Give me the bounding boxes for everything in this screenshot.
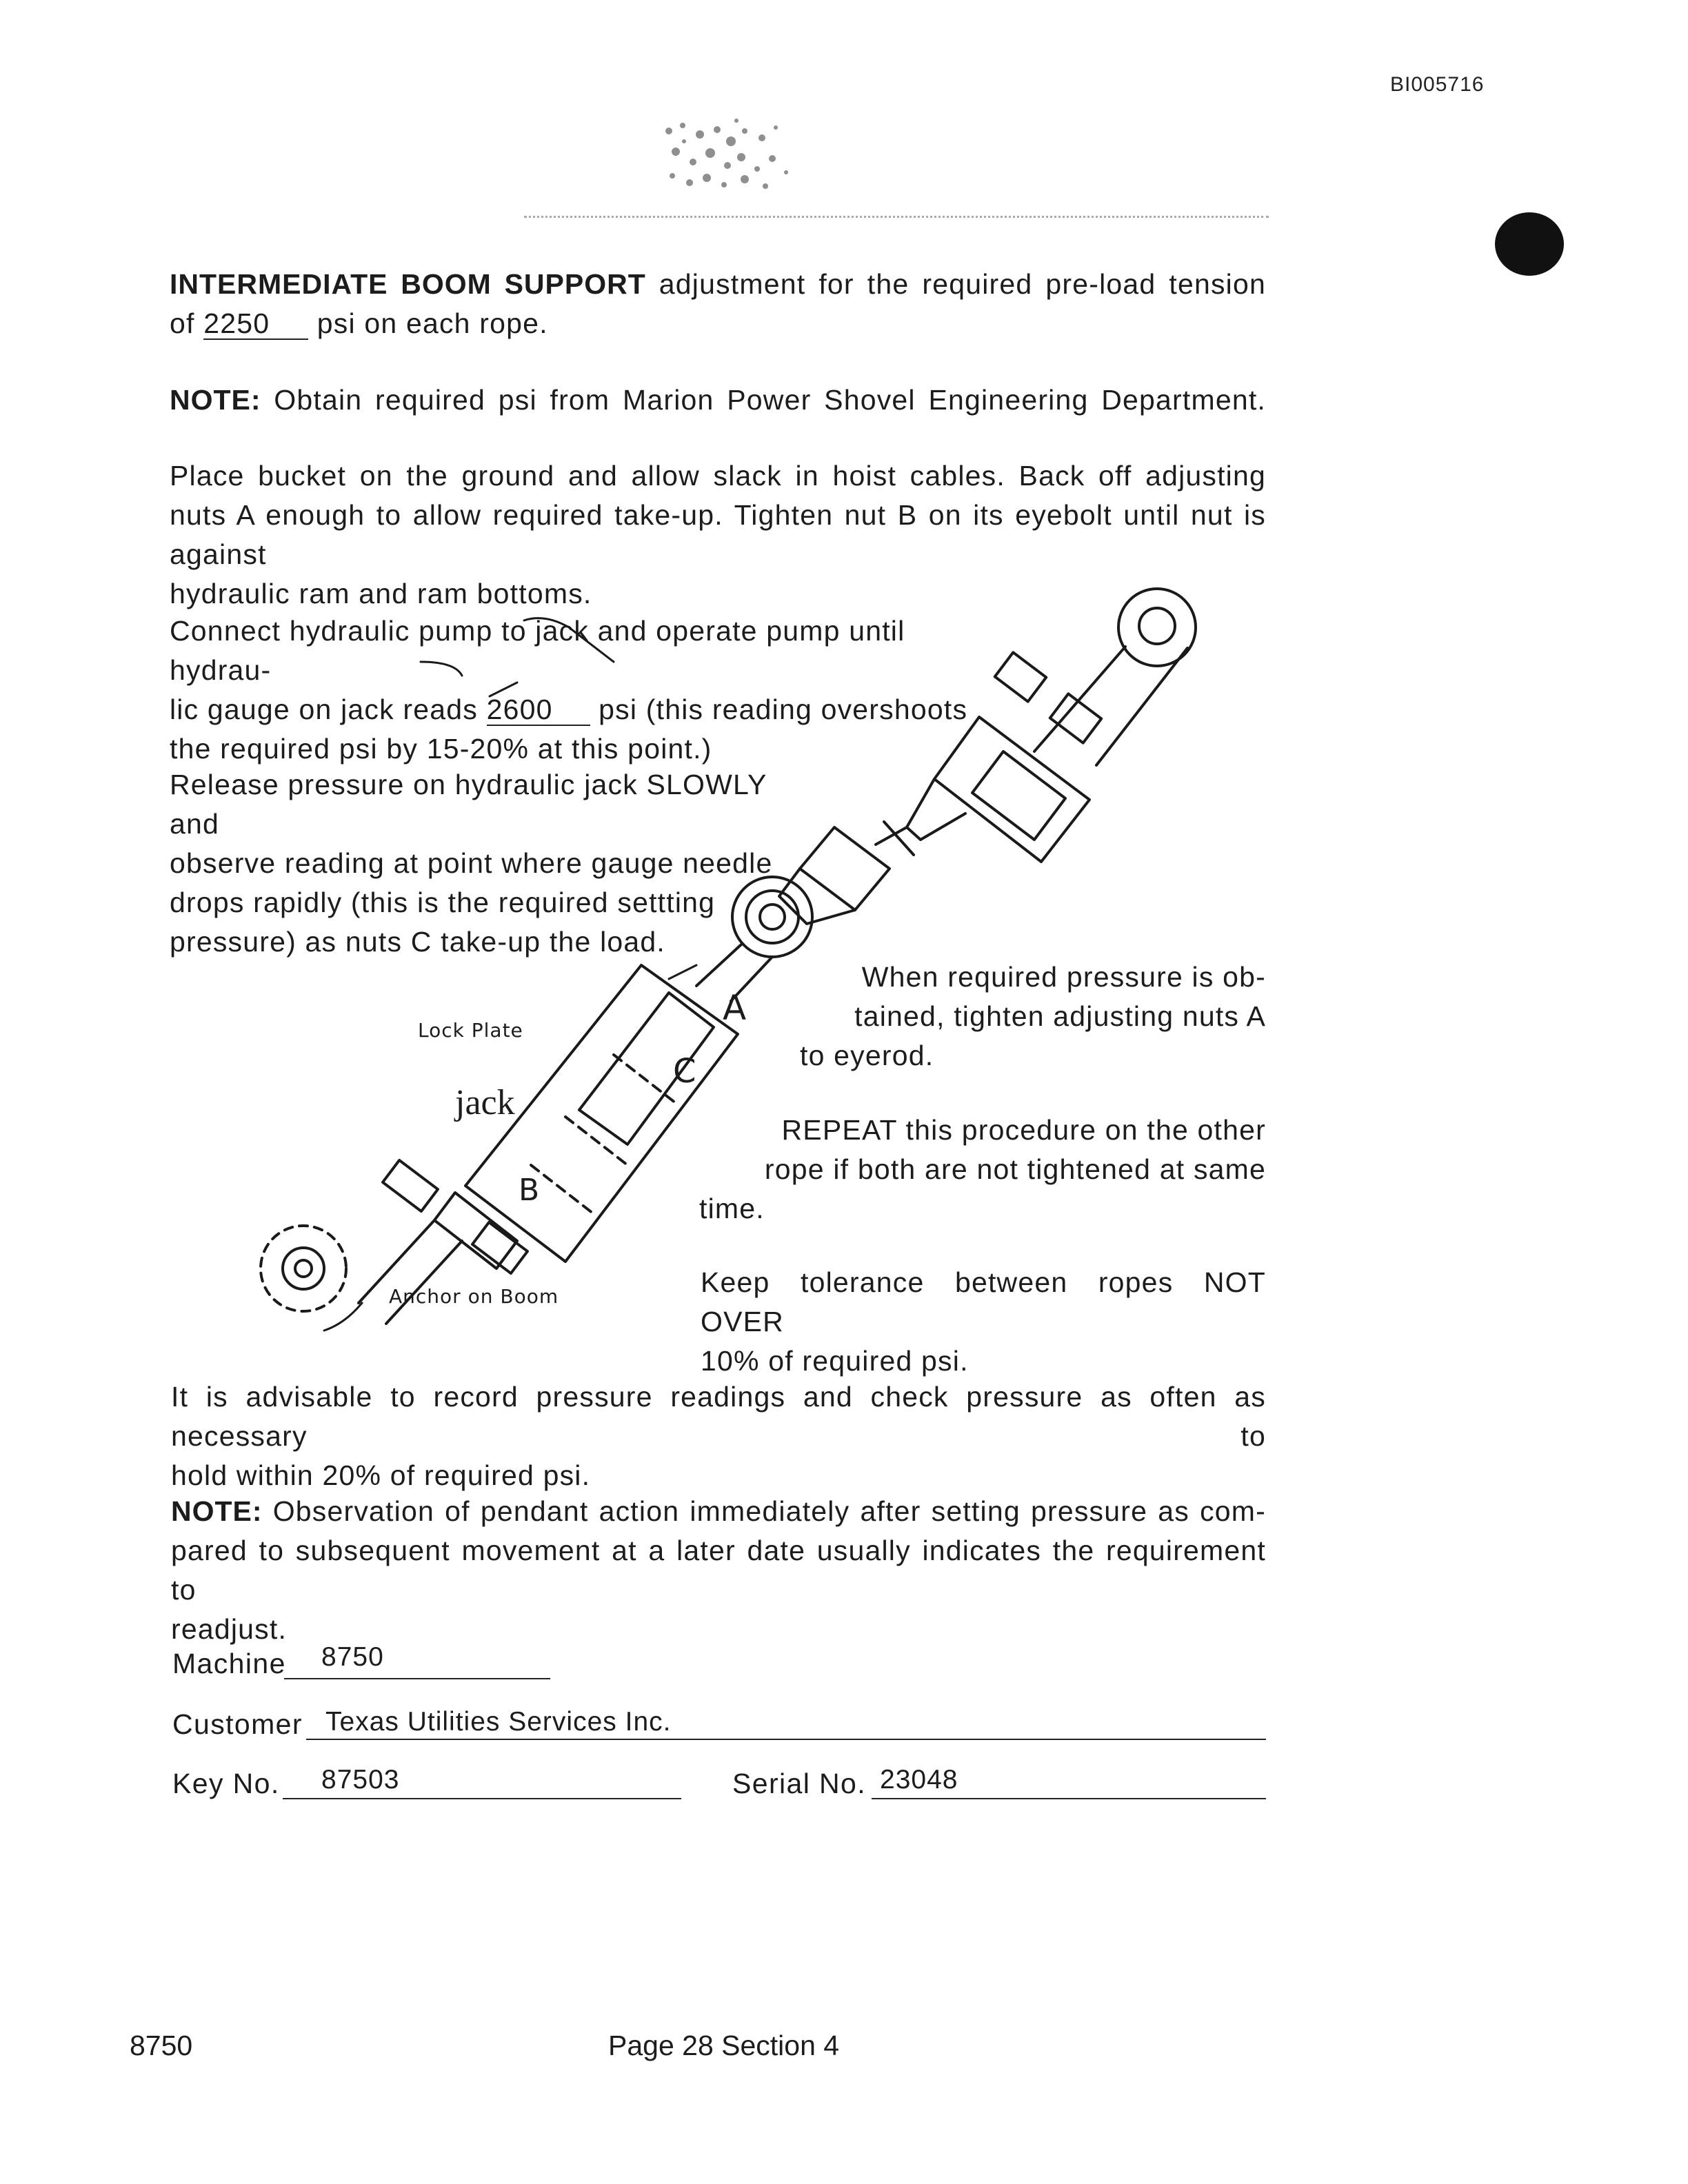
label-lock-plate: Lock Plate [418, 1019, 523, 1042]
footer-machine-number: 8750 [130, 2030, 193, 2061]
keep-line-1: Keep tolerance between ropes NOT OVER [701, 1266, 1266, 1337]
customer-label: Customer [172, 1708, 303, 1740]
label-a: A [723, 988, 747, 1028]
intro-text-b-prefix: of [170, 307, 195, 339]
note-2-line-1: Observation of pendant action immediately after setting pressure as com- [272, 1495, 1267, 1527]
top-eye-inner [1139, 608, 1175, 644]
machine-underline [284, 1678, 550, 1679]
middle-link [800, 827, 890, 910]
release-line-1: Release pressure on hydraulic jack SLOWLY and [170, 769, 767, 840]
connect-line-2-suffix: psi (this reading overshoots [599, 694, 968, 725]
connect-line-1: Connect hydraulic pump to jack and operate pump until hydrau- [170, 615, 905, 686]
key-no-value: 87503 [321, 1765, 400, 1794]
serial-no-label: Serial No. [732, 1768, 867, 1799]
advisable-paragraph [171, 1377, 1266, 1495]
clevis-block [934, 717, 1089, 862]
key-no-underline [283, 1798, 681, 1799]
note-1-text: Obtain required psi from Marion Power Shovel Engineering Department. [274, 384, 1267, 416]
place-line-2: enough to allow required take-up. Tighten nut B on its eyebolt until nut is against [170, 499, 1266, 570]
note-2 [171, 1492, 1266, 1649]
intro-paragraph [170, 265, 1266, 343]
clevis-tip [907, 779, 965, 840]
when-line-2: tained, tighten adjusting nuts A [854, 1000, 1266, 1032]
note-1-label: NOTE: [170, 384, 261, 416]
release-line-2: observe reading at point where gauge needle [170, 847, 773, 879]
place-line-1: Place bucket on the ground and allow slack in hoist cables. Back off adjusting nuts A [170, 460, 1266, 531]
keep-line-2: 10% of required psi. [701, 1345, 969, 1377]
advisable-line-2: hold within 20% of required psi. [171, 1459, 591, 1491]
label-jack: jack [455, 1083, 515, 1122]
repeat-paragraph [699, 1111, 1266, 1228]
scan-stamp-artifact [641, 110, 821, 207]
machine-label: Machine [172, 1648, 286, 1679]
note-2-line-3: readjust. [171, 1613, 288, 1645]
note-1 [170, 381, 1266, 420]
release-line-3: drops rapidly (this is the required settting [170, 887, 716, 918]
key-no-label: Key No. [172, 1768, 280, 1799]
anchor-eye-outer [261, 1226, 346, 1311]
footer-page-section: Page 28 Section 4 [608, 2030, 840, 2061]
advisable-line-1: It is advisable to record pressure readings and check pressure as often as necessary to [171, 1381, 1266, 1452]
note-2-label: NOTE: [171, 1495, 263, 1527]
when-paragraph [793, 958, 1266, 1075]
repeat-line-1: REPEAT this procedure on the other [781, 1114, 1266, 1146]
when-line-1: When required pressure is ob- [861, 961, 1266, 993]
serial-no-underline [872, 1798, 1266, 1799]
gauge-psi-value: 2600 [487, 694, 590, 726]
connect-line-3: the required psi by 15-20% at this point.) [170, 733, 712, 765]
customer-value: Texas Utilities Services Inc. [325, 1707, 672, 1737]
label-b: B [519, 1173, 540, 1208]
when-line-3: to eyerod. [800, 1040, 934, 1071]
serial-no-value: 23048 [880, 1765, 958, 1794]
note-2-line-2: pared to subsequent movement at a later date usually indicates the requirement to [171, 1535, 1266, 1606]
repeat-line-3: time. [699, 1193, 765, 1224]
machine-value: 8750 [321, 1642, 384, 1672]
hole-punch-mark [1495, 212, 1564, 276]
anchor-leader [324, 1303, 362, 1331]
intro-text-b-suffix: psi on each rope. [316, 307, 548, 339]
lock-plate-leader [524, 618, 614, 662]
release-line-4: pressure) as nuts C take-up the load. [170, 926, 665, 958]
scan-artifact-line [524, 216, 1269, 218]
connect-line-2-prefix: lic gauge on jack reads [170, 694, 478, 725]
tension-psi-value: 2250 [203, 308, 308, 340]
label-anchor-on-boom: Anchor on Boom [389, 1285, 559, 1308]
customer-underline [306, 1739, 1266, 1740]
section-title: INTERMEDIATE BOOM SUPPORT [170, 268, 646, 300]
intro-text-a: adjustment for the required pre-load tension [659, 268, 1266, 300]
place-line-3: hydraulic ram and ram bottoms. [170, 578, 592, 609]
label-c: C [673, 1052, 696, 1091]
repeat-line-2: rope if both are not tightened at same [764, 1153, 1266, 1185]
document-id: BI005716 [1390, 73, 1485, 96]
keep-tolerance-paragraph [701, 1263, 1266, 1381]
